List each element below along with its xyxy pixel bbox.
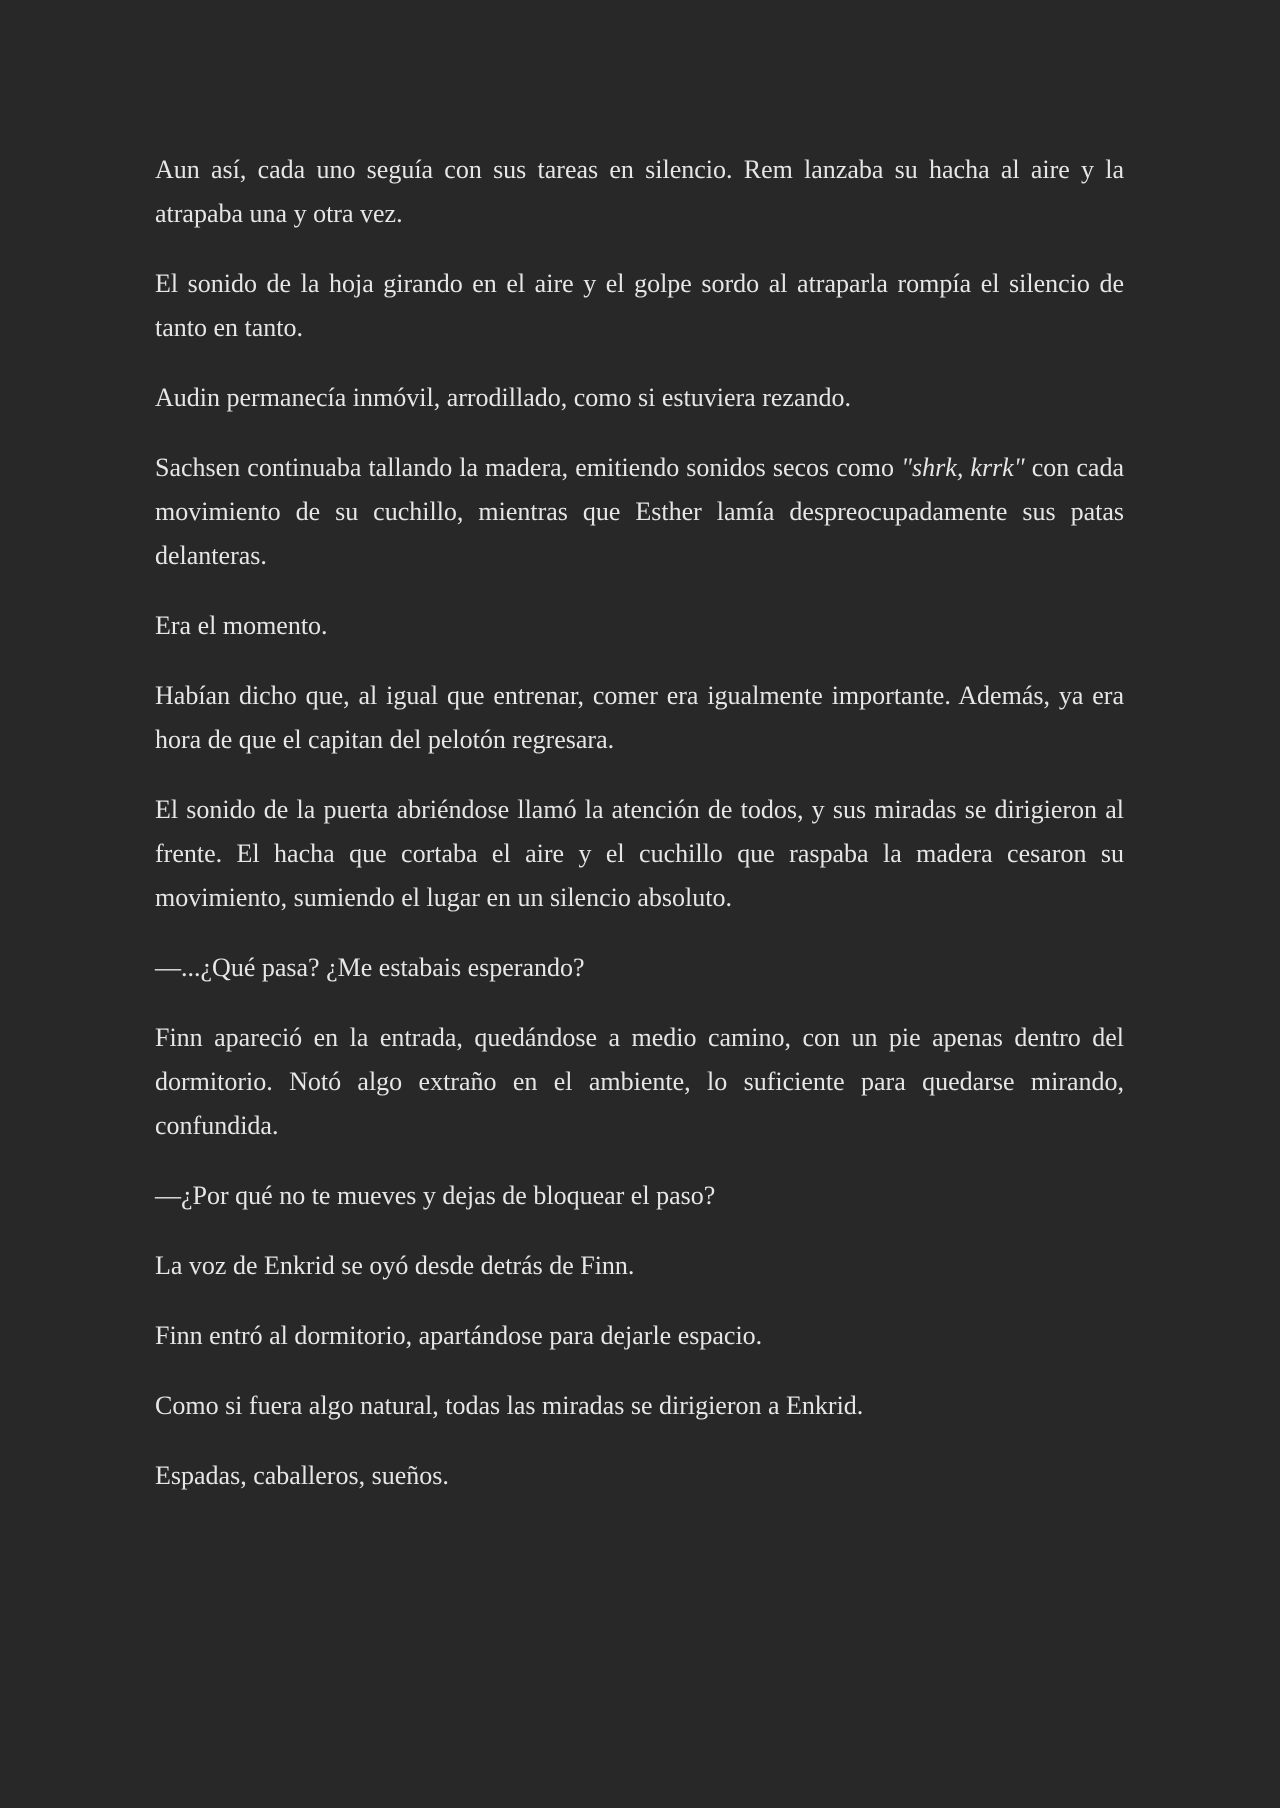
paragraph: El sonido de la hoja girando en el aire y el golpe sordo al atraparla rompía el silencio de tanto en tanto.: [155, 269, 1124, 342]
paragraph: Espadas, caballeros, sueños.: [155, 1461, 449, 1490]
paragraph-text: Sachsen continuaba tallando la madera, emitiendo sonidos secos como: [155, 453, 902, 482]
dialogue-line: —...¿Qué pasa? ¿Me estabais esperando?: [155, 953, 585, 982]
paragraph: Como si fuera algo natural, todas las miradas se dirigieron a Enkrid.: [155, 1391, 864, 1420]
paragraph: Aun así, cada uno seguía con sus tareas en silencio. Rem lanzaba su hacha al aire y la atrapaba una y otra vez.: [155, 155, 1124, 228]
paragraph: Audin permanecía inmóvil, arrodillado, como si estuviera rezando.: [155, 383, 851, 412]
paragraph: El sonido de la puerta abriéndose llamó la atención de todos, y sus miradas se dirigieron al frente. El hacha que cortaba el aire y el cuchillo que raspaba la madera cesaron su movimiento, sumiendo el lugar en un silencio absoluto.: [155, 795, 1124, 912]
onomatopoeia: "shrk, krrk": [901, 453, 1025, 482]
paragraph: Finn entró al dormitorio, apartándose para dejarle espacio.: [155, 1321, 763, 1350]
reader-content: [155, 148, 1124, 1524]
paragraph: La voz de Enkrid se oyó desde detrás de Finn.: [155, 1251, 635, 1280]
paragraph: Era el momento.: [155, 611, 328, 640]
paragraph: Finn apareció en la entrada, quedándose a medio camino, con un pie apenas dentro del dormitorio. Notó algo extraño en el ambiente, lo suficiente para quedarse mirando, confundida.: [155, 1023, 1124, 1140]
paragraph-text: con cada movimiento de su cuchillo, mientras que Esther lamía despreocupadamente sus patas delanteras.: [155, 453, 1124, 570]
dialogue-line: —¿Por qué no te mueves y dejas de bloquear el paso?: [155, 1181, 716, 1210]
paragraph: Habían dicho que, al igual que entrenar, comer era igualmente importante. Además, ya era hora de que el capitan del pelotón regresara.: [155, 681, 1124, 754]
paragraph: [155, 446, 1124, 578]
